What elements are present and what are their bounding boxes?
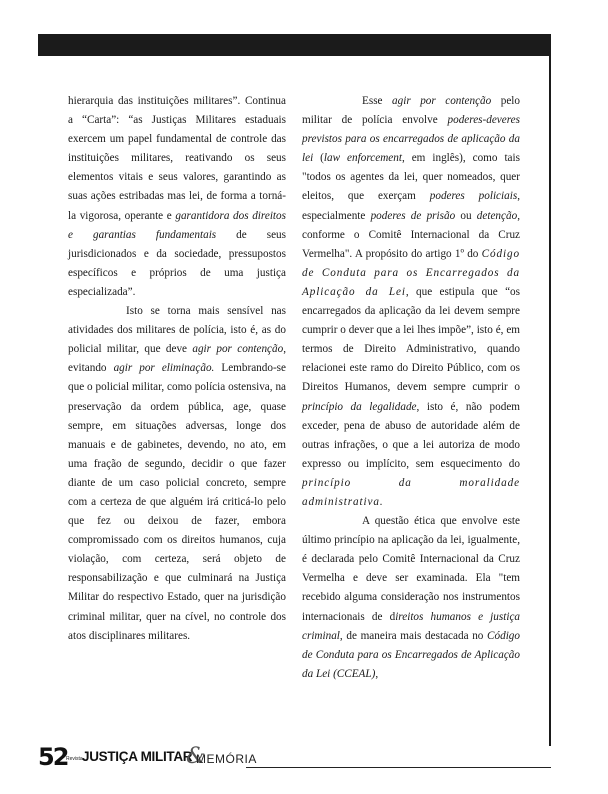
right-paragraph-1	[302, 92, 520, 512]
page-frame-rule	[549, 56, 551, 746]
text-run: pelo militar de polícia envolve	[302, 95, 521, 127]
text-run: , isto é, não podem exceder, pena de abuso de autoridade além de outras infrações, o que a lei autoriza de modo expresso ou implícito, sem esquecimento do	[302, 400, 520, 470]
journal-ampersand: &	[186, 744, 206, 769]
footer-rule	[246, 767, 551, 768]
left-column	[68, 92, 286, 646]
emphasis-run: Código de Conduta para os Encarregados da Aplicação da Lei	[302, 247, 520, 298]
text-run: , evitando	[68, 343, 286, 375]
left-paragraph-2	[68, 302, 286, 646]
emphasis-run: agir por eliminação.	[113, 362, 215, 375]
text-run: ,	[375, 667, 379, 680]
emphasis-run: law enforcement	[323, 152, 402, 165]
emphasis-run: garantidora dos direitos e garantias fundamentais	[68, 209, 286, 241]
left-paragraph-1	[68, 92, 286, 302]
text-run: , de maneira mais destacada no	[339, 629, 488, 642]
text-run: hierarquia das instituições militares”. Continua a “Carta”: “as Justiças Militares estaduais exercem um papel fundamental de controle das instituições militares, reativando os seus elementos vitais e seus valores, garantindo as suas ações estribadas mas lei, de forma a torná-la vigorosa, operante e	[68, 95, 286, 222]
page-footer	[38, 744, 558, 774]
header-bar	[38, 34, 551, 56]
right-paragraph-2	[302, 512, 520, 684]
emphasis-run: Código de Conduta para os Encarregados de Aplicação da Lei (CCEAL)	[302, 629, 520, 680]
journal-subtitle: MEMÓRIA	[196, 752, 257, 766]
emphasis-run: detenção	[476, 209, 518, 222]
text-run: ou	[455, 209, 477, 222]
text-run: Esse	[362, 95, 393, 107]
emphasis-run: ireitos humanos e justiça criminal	[302, 610, 521, 642]
text-run: Lembrando-se que o policial militar, como polícia ostensiva, na preservação da ordem pública, age, quase sempre, em situações adversas, longe dos manuais e de gabinetes, devendo, no ato, em uma fração de segundo, decidir o que fazer diante de um caso policial concreto, sempre com a certeza de que alguém irá criticá-lo pelo que fez ou deixou de fazer, embora compromissado com os direitos humanos, cuja violação, com certeza, será objeto de responsabilização e que culminará na Justiça Militar do respectivo Estado, quer na jurisdição criminal militar, quer na cível, no controle dos atos disciplinares militares.	[68, 362, 286, 642]
emphasis-run: poderes-deveres previstos para os encarregados de aplicação da lei	[302, 114, 520, 165]
revista-label: Revista	[66, 756, 83, 762]
text-run: , em inglês), como tais "todos os agentes da lei, quer nomeados, quer eleitos, que exerçam	[302, 152, 520, 203]
journal-title: JUSTIÇA MILITAR	[82, 749, 193, 764]
emphasis-run: poderes de prisão	[370, 209, 456, 222]
emphasis-run: agir por contenção	[392, 95, 492, 107]
text-run: , especialmente	[302, 190, 520, 222]
page-number: 52	[38, 743, 68, 771]
text-run: , que estipula que “os encarregados da aplicação da lei devem sempre cumprir o dever que a lei lhes impõe”, isto é, em termos de Direito Administrativo, quando relacionei este ramo do Direito Público, com os Direitos Humanos, devem sempre cumprir o	[302, 285, 520, 394]
text-run: Isto se torna mais sensível nas atividades dos militares de polícia, isto é, as do policial militar, que deve	[68, 305, 286, 356]
emphasis-run: agir por contenção	[192, 343, 284, 356]
right-column	[302, 92, 520, 684]
text-run: (	[313, 152, 324, 165]
emphasis-run: princípio da legalidade	[302, 400, 417, 413]
emphasis-run: poderes policiais	[429, 190, 518, 203]
emphasis-run: princípio da moralidade administrativa.	[302, 476, 520, 508]
text-run: , conforme o Comitê Internacional da Cruz Vermelha". A propósito do artigo 1º do	[302, 209, 520, 260]
text-run: A questão ética que envolve este último princípio na aplicação da lei, igualmente, é declarada pelo Comitê Internacional da Cruz Vermelha e deve ser examinada. Ela "tem recebido alguma consideração nos instrumentos internacionais de d	[302, 515, 520, 623]
text-run: de seus jurisdicionados e da sociedade, pressupostos específicos e próprios de uma justiça especializada”.	[68, 228, 286, 298]
